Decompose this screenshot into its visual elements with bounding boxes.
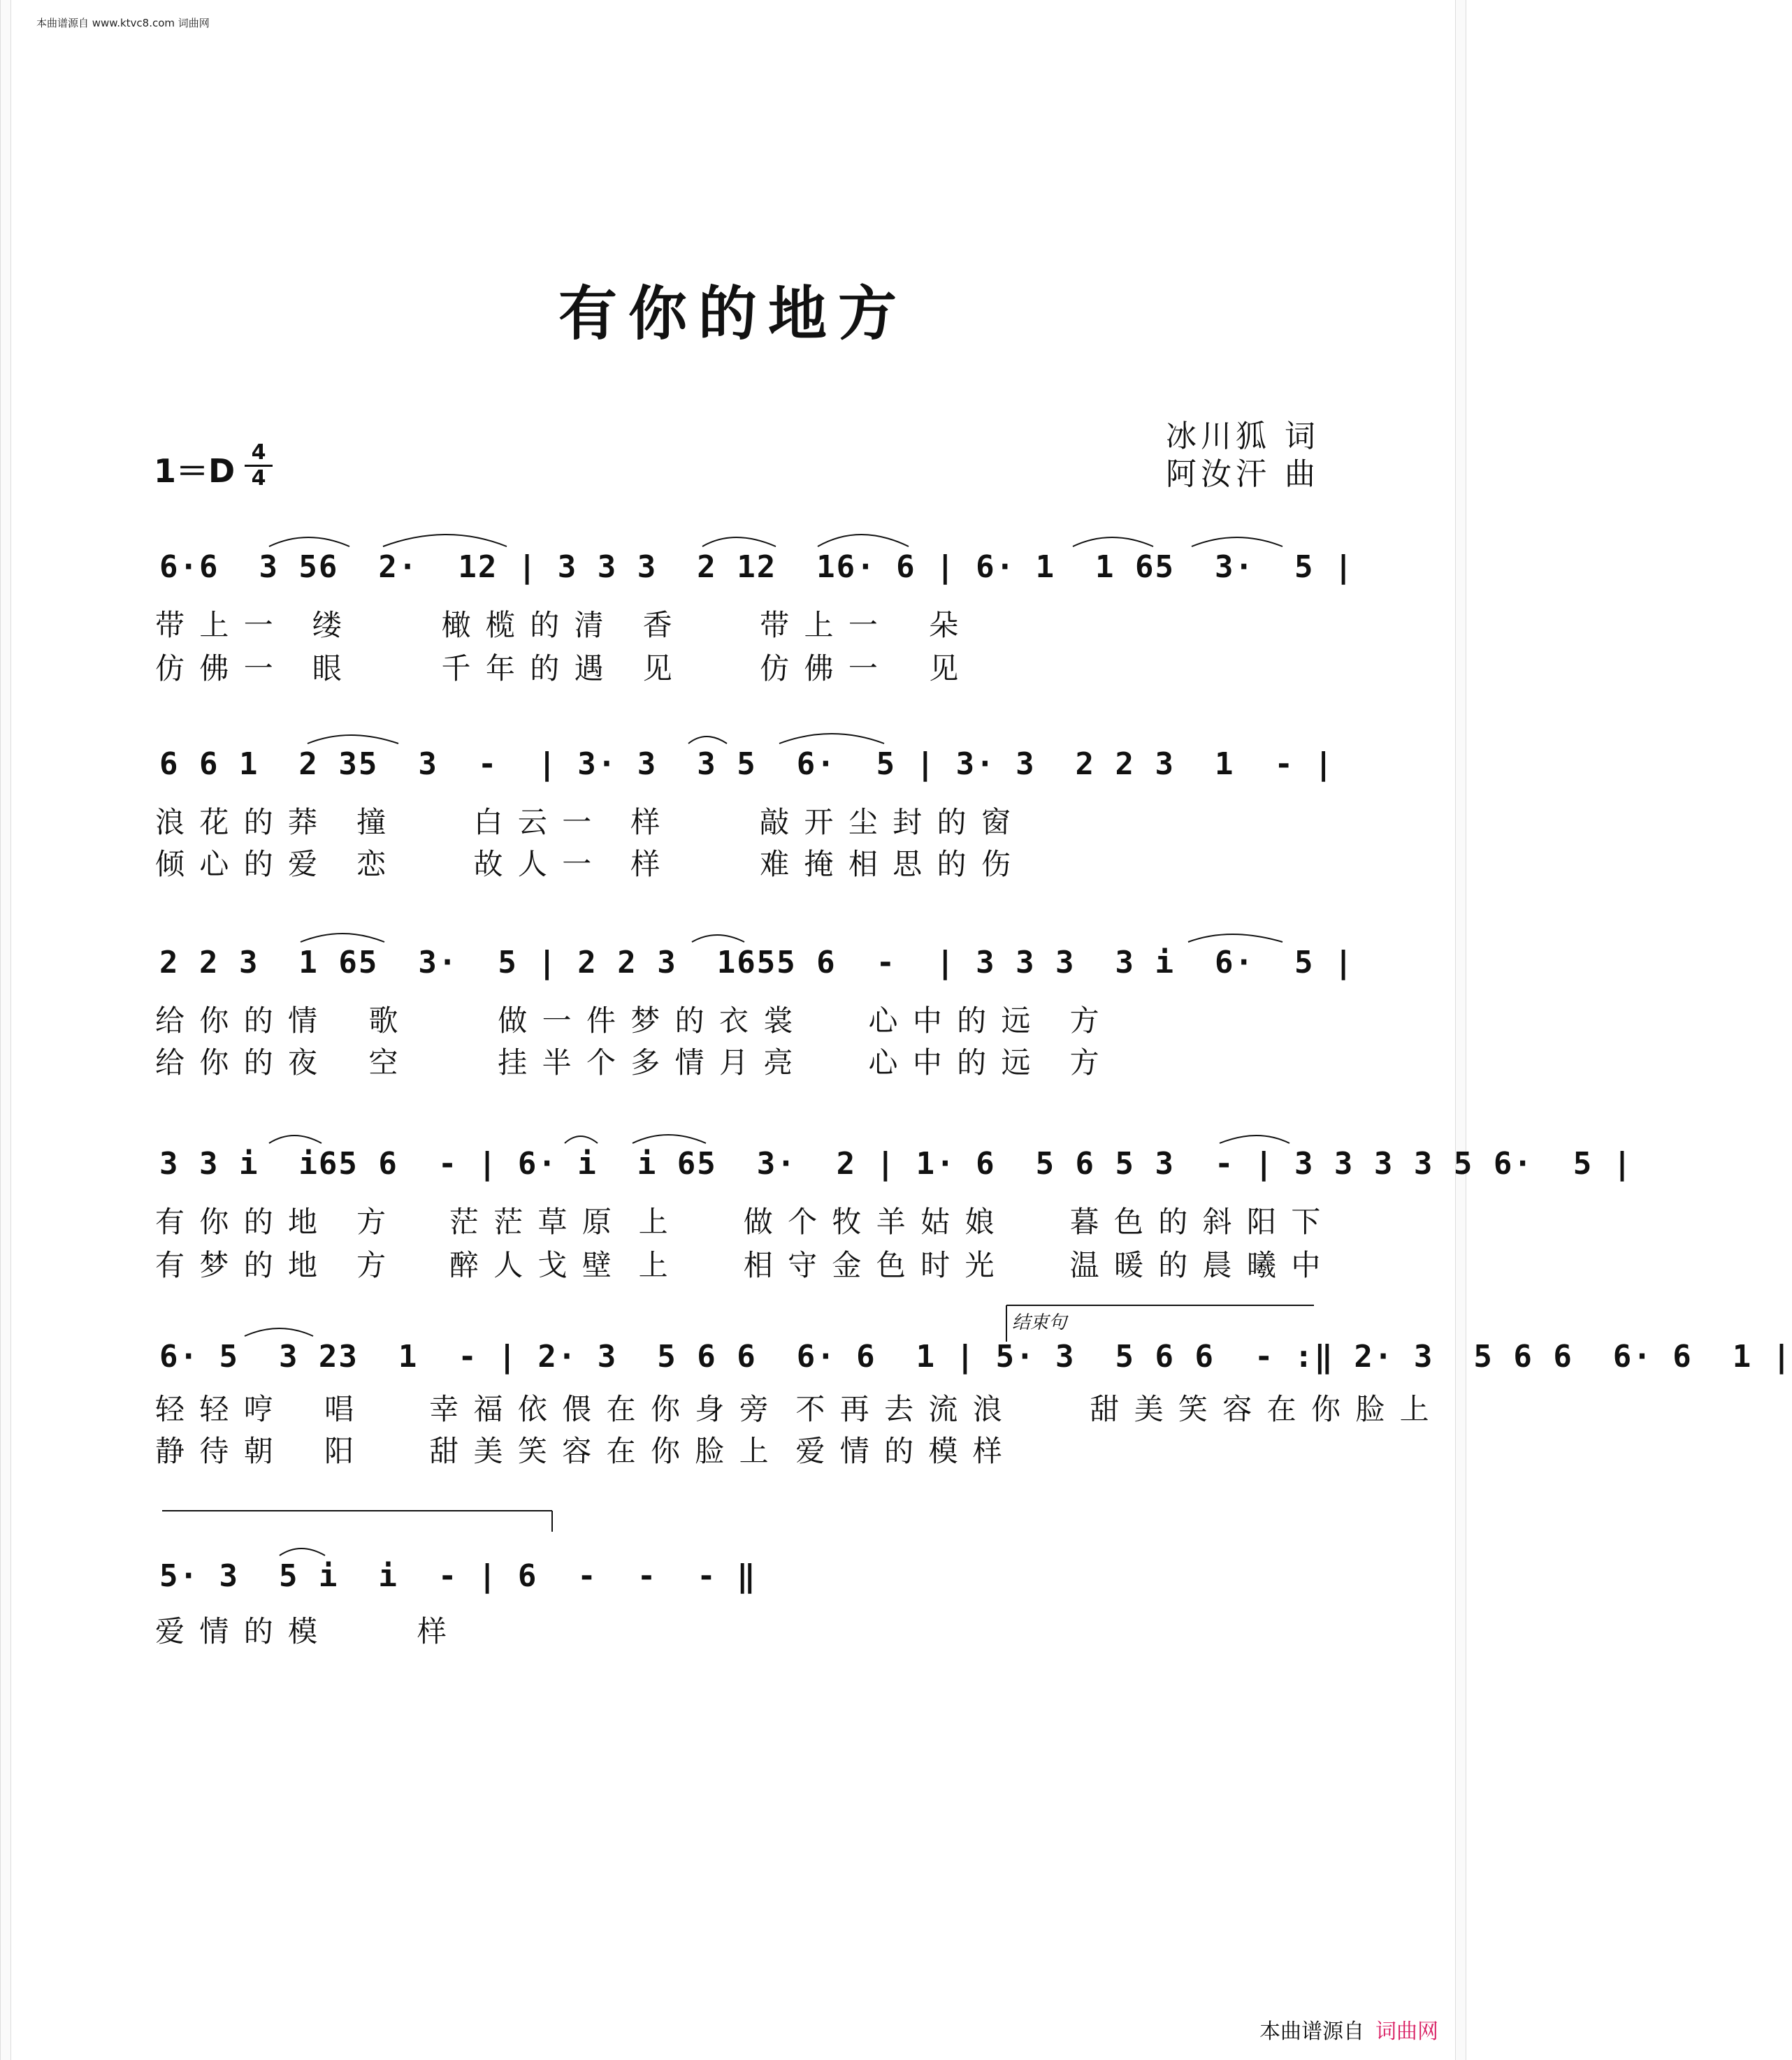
ending-label: 结束句 <box>1012 1312 1067 1333</box>
time-sig-bottom: 4 <box>251 466 266 491</box>
notation-row-3: 2 2 3 1 65 3· 5 | 2 2 3 1655 6 - | 3 3 3 3 i 6· 5 | <box>159 945 1354 980</box>
lyric-row-2-verse-2: 倾 心 的 爱 恋 故 人 一 样 难 掩 相 思 的 伤 <box>155 847 1013 881</box>
notation-row-1: 6·6 3 56 2· 12 | 3 3 3 2 12 16· 6 | 6· 1 1 65 3· 5 | <box>159 549 1354 585</box>
notation-row-6: 5· 3 5 i i - | 6 - - - ‖ <box>159 1558 757 1594</box>
lyric-row-1-verse-2: 仿 佛 一 眼 千 年 的 遇 见 仿 佛 一 见 <box>155 651 962 686</box>
lyricist-credit: 冰川狐 词 <box>1166 419 1320 454</box>
lyric-row-4-verse-2: 有 梦 的 地 方 醉 人 戈 壁 上 相 守 金 色 时 光 温 暖 的 晨 曦 中 <box>155 1248 1324 1282</box>
time-sig-top: 4 <box>251 440 266 465</box>
lyric-row-3-verse-2: 给 你 的 夜 空 挂 半 个 多 情 月 亮 心 中 的 远 方 <box>155 1045 1102 1080</box>
footer-source <box>1259 2014 1438 2045</box>
lyric-row-3-verse-1: 给 你 的 情 歌 做 一 件 梦 的 衣 裳 心 中 的 远 方 <box>155 1003 1102 1038</box>
lyric-row-6-verse-1: 爱 情 的 模 样 <box>155 1614 449 1648</box>
footer-brand-link[interactable]: 词曲网 <box>1375 2019 1438 2044</box>
lyric-row-5-verse-2: 静 待 朝 阳 甜 美 笑 容 在 你 脸 上 爱 情 的 模 样 <box>155 1434 1005 1468</box>
key-signature: 1＝D <box>154 452 236 490</box>
song-title: 有你的地方 <box>558 279 908 348</box>
lyric-row-1-verse-1: 带 上 一 缕 橄 榄 的 清 香 带 上 一 朵 <box>155 608 962 642</box>
notation-row-2: 6 6 1 2 35 3 - | 3· 3 3 5 6· 5 | 3· 3 2 2 3 1 - | <box>159 746 1334 782</box>
source-note: 本曲谱源自 www.ktvc8.com 词曲网 <box>36 17 210 29</box>
lyric-row-5-verse-1: 轻 轻 哼 唱 幸 福 依 偎 在 你 身 旁 不 再 去 流 浪 甜 美 笑 容 在 你 脸 上 <box>155 1392 1432 1426</box>
lyric-row-2-verse-1: 浪 花 的 莽 撞 白 云 一 样 敲 开 尘 封 的 窗 <box>155 805 1013 839</box>
composer-credit: 阿汝汗 曲 <box>1166 456 1320 492</box>
notation-row-5: 6· 5 3 23 1 - | 2· 3 5 6 6 6· 6 1 | 5· 3 5 6 6 - :‖ 2· 3 5 6 6 6· 6 1 | <box>159 1339 1792 1374</box>
notation-row-4: 3 3 i i65 6 - | 6· i i 65 3· 2 | 1· 6 5 6 5 3 - | 3 3 3 3 5 6· 5 | <box>159 1146 1633 1182</box>
footer-text: 本曲谱源自 <box>1259 2019 1364 2044</box>
lyric-row-4-verse-1: 有 你 的 地 方 茫 茫 草 原 上 做 个 牧 羊 姑 娘 暮 色 的 斜 阳 下 <box>155 1205 1324 1239</box>
